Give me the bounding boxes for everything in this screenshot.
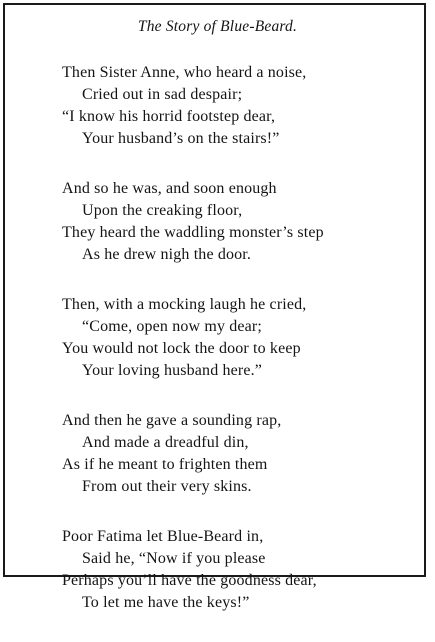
verse-line: You would not lock the door to keep <box>62 340 301 357</box>
verse-line: Said he, “Now if you please <box>82 550 266 567</box>
page-title: The Story of Blue-Beard. <box>137 18 298 35</box>
verse-line: “I know his horrid footstep dear, <box>62 108 276 125</box>
stanza <box>62 526 422 614</box>
verse-line: They heard the waddling monster’s step <box>62 224 324 241</box>
stanza <box>62 178 422 266</box>
verse-line: Perhaps you’ll have the goodness dear, <box>62 572 317 589</box>
verse-line: As he drew nigh the door. <box>82 246 252 263</box>
verse-line: To let me have the keys!” <box>82 594 250 611</box>
verse-line: Upon the creaking floor, <box>82 202 243 219</box>
stanza <box>62 294 422 382</box>
verse-line: Cried out in sad despair; <box>82 86 243 103</box>
verse-line: From out their very skins. <box>82 478 252 495</box>
verse-line: “Come, open now my dear; <box>82 318 262 335</box>
poem-body <box>62 62 422 642</box>
stanza <box>62 410 422 498</box>
verse-line: And made a dreadful din, <box>82 434 249 451</box>
verse-line: Poor Fatima let Blue-Beard in, <box>62 528 264 545</box>
verse-line: Then, with a mocking laugh he cried, <box>62 296 307 313</box>
verse-line: Your husband’s on the stairs!” <box>82 130 280 147</box>
verse-line: And so he was, and soon enough <box>62 180 277 197</box>
verse-line: Then Sister Anne, who heard a noise, <box>62 64 307 81</box>
stanza <box>62 62 422 150</box>
verse-line: As if he meant to frighten them <box>62 456 268 473</box>
verse-line: And then he gave a sounding rap, <box>62 412 282 429</box>
verse-line: Your loving husband here.” <box>82 362 263 379</box>
